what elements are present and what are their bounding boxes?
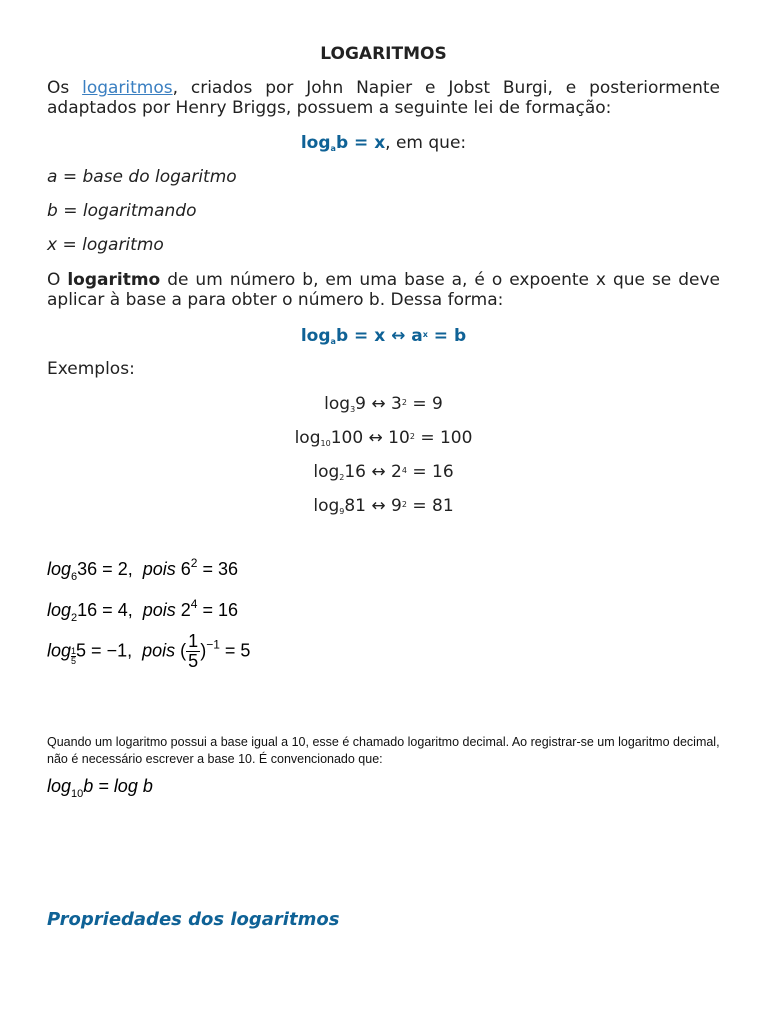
example-arg: 100 ↔ 10 <box>330 428 410 448</box>
decimal-log: log <box>47 776 72 796</box>
math-log: log <box>47 600 72 620</box>
example-base: 9 <box>339 507 345 516</box>
math-pbase: 2 <box>180 600 191 620</box>
section-heading: Propriedades dos logaritmos <box>47 909 340 930</box>
formula2-body: b = x ↔ a <box>335 326 423 346</box>
math-arg: 5 = −1, <box>76 640 133 661</box>
math-exp: −1 <box>206 637 220 652</box>
math-pexp: 4 <box>190 597 198 611</box>
math-pbase: 6 <box>180 559 191 579</box>
math-base-den: 5 <box>71 656 77 667</box>
math-presult: = 16 <box>202 600 239 620</box>
decimal-arg: b = <box>83 776 114 796</box>
example-exp: 2 <box>401 500 407 509</box>
example-arg: 9 ↔ 3 <box>355 394 402 414</box>
example-log: log <box>324 394 351 414</box>
formula-log: log <box>300 133 331 153</box>
example-row <box>47 427 720 454</box>
example-result: = 16 <box>406 462 454 482</box>
math-log: log <box>47 559 72 579</box>
math-presult: = 36 <box>202 559 239 579</box>
math-pexp: 2 <box>190 556 198 570</box>
explanation-rest: de um número b, em uma base a, é o expoente x que se deve aplicar à base a para obter o número b. Dessa forma: <box>47 270 720 310</box>
math-arg: 36 = 2, <box>77 559 133 579</box>
math-base-num: 1 <box>71 646 77 657</box>
formula-tail: , em que: <box>385 133 467 153</box>
example-arg: 81 ↔ 9 <box>344 496 402 516</box>
math-close-paren: ) <box>200 640 207 661</box>
intro-rest: , criados por John Napier e Jobst Burgi, e posteriormente adaptados por Henry Briggs, possuem a seguinte lei de formação: <box>47 78 720 118</box>
decimal-formula <box>47 776 153 800</box>
examples-label: Exemplos: <box>47 359 135 379</box>
example-base: 10 <box>320 439 331 448</box>
example-exp: 4 <box>401 466 407 475</box>
intro-paragraph <box>47 78 720 118</box>
definition-logaritmando: b = logaritmando <box>47 201 197 221</box>
formula2-base: a <box>330 337 336 346</box>
example-exp: 2 <box>401 398 407 407</box>
formula2-exp: x <box>422 330 428 339</box>
example-result: = 9 <box>406 394 443 414</box>
logaritmos-link[interactable]: logaritmos <box>82 78 173 98</box>
math-result: = 5 <box>224 640 251 661</box>
example-row <box>47 393 720 420</box>
decimal-paragraph: Quando um logaritmo possui a base igual a 10, esse é chamado logaritmo decimal. Ao registrar-se um logaritmo decimal, não é necessário escrever a base 10. É convencionado que: <box>47 735 720 766</box>
math-example <box>47 597 238 624</box>
math-base: 2 <box>71 612 78 624</box>
math-open-paren: ( <box>180 640 187 661</box>
decimal-log2: log <box>113 776 138 796</box>
example-arg: 16 ↔ 2 <box>344 462 402 482</box>
explanation-paragraph <box>47 270 720 310</box>
example-log: log <box>313 462 340 482</box>
math-fraction-example <box>47 632 250 671</box>
formula-base: a <box>330 144 336 153</box>
example-log: log <box>294 428 321 448</box>
example-log: log <box>313 496 340 516</box>
decimal-base: 10 <box>71 788 84 800</box>
math-base: 6 <box>71 571 78 583</box>
explanation-bold: logaritmo <box>67 270 161 290</box>
formula-definition <box>47 133 720 159</box>
math-fraction <box>186 632 200 671</box>
math-log: log <box>47 640 72 661</box>
definition-base: a = base do logaritmo <box>47 167 237 187</box>
math-pois: pois <box>142 600 176 620</box>
example-base: 2 <box>339 473 345 482</box>
explanation-prefix: O <box>47 270 68 290</box>
math-pois: pois <box>142 559 176 579</box>
page-title: LOGARITMOS <box>320 44 447 64</box>
decimal-arg2: b <box>142 776 153 796</box>
example-row <box>47 495 720 522</box>
definition-logaritmo: x = logaritmo <box>47 235 164 255</box>
formula2-tail: = b <box>427 326 467 346</box>
intro-prefix: Os <box>47 78 83 98</box>
example-base: 3 <box>350 405 356 414</box>
math-pois: pois <box>142 640 176 661</box>
formula2-log: log <box>300 326 331 346</box>
math-example <box>47 556 238 583</box>
math-fraction-den: 5 <box>188 651 199 671</box>
math-arg: 16 = 4, <box>77 600 133 620</box>
example-row <box>47 461 720 488</box>
formula-equivalence <box>47 325 720 352</box>
example-exp: 2 <box>409 432 415 441</box>
example-result: = 100 <box>414 428 473 448</box>
example-result: = 81 <box>406 496 454 516</box>
formula-body: b = x <box>335 133 386 153</box>
math-fraction-num: 1 <box>188 631 199 651</box>
